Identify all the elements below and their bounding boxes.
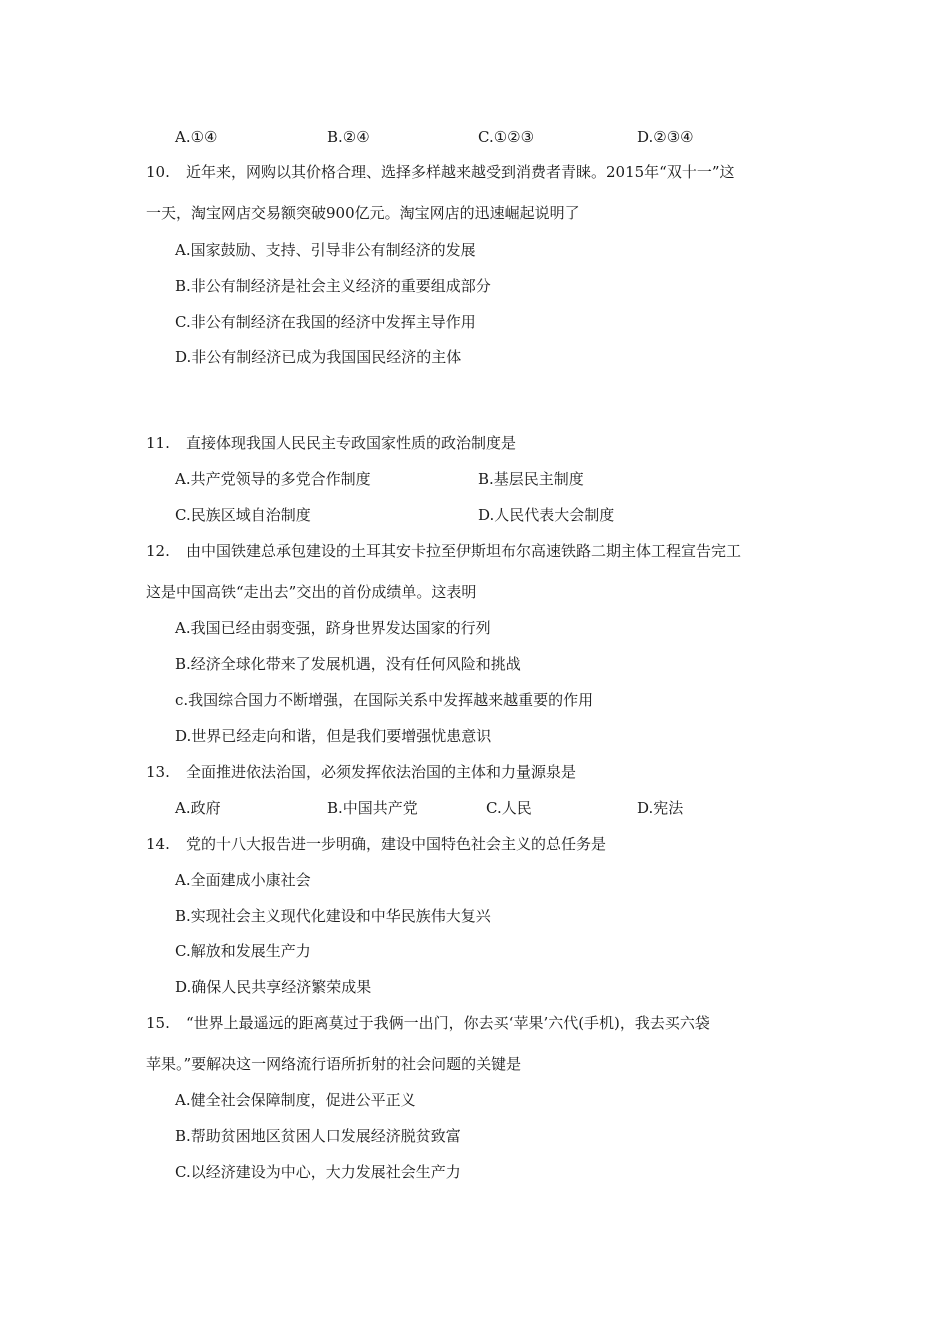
option-b: B.基层民主制度 xyxy=(478,470,584,488)
question-number: 11. xyxy=(146,434,170,452)
option-c: C.①②③ xyxy=(478,128,535,146)
question-number: 15. xyxy=(146,1014,170,1032)
question-stem-continued: 苹果。”要解决这一网络流行语所折射的社会问题的关键是 xyxy=(146,1055,522,1073)
question-stem-text: 党的十八大报告进一步明确，建设中国特色社会主义的总任务是 xyxy=(186,835,607,853)
option-c: C.解放和发展生产力 xyxy=(175,942,311,960)
option-d: D.世界已经走向和谐，但是我们要增强忧患意识 xyxy=(175,727,492,745)
question-stem-text: 近年来，网购以其价格合理、选择多样越来越受到消费者青睐。2015年“双十一”这 xyxy=(186,163,735,181)
option-d: D.宪法 xyxy=(637,799,684,817)
option-a: A.健全社会保障制度，促进公平正义 xyxy=(175,1091,416,1109)
option-b: B.②④ xyxy=(327,128,370,146)
question-stem-continued: 一天，淘宝网店交易额突破900亿元。淘宝网店的迅速崛起说明了 xyxy=(146,204,580,222)
option-b: B.经济全球化带来了发展机遇，没有任何风险和挑战 xyxy=(175,655,521,673)
question-stem xyxy=(146,433,516,453)
question-number: 14. xyxy=(146,835,170,853)
question-stem xyxy=(146,834,606,854)
option-a: A.政府 xyxy=(175,799,221,817)
question-number: 13. xyxy=(146,763,170,781)
question-stem-text: 全面推进依法治国，必须发挥依法治国的主体和力量源泉是 xyxy=(186,763,577,781)
option-d: D.人民代表大会制度 xyxy=(478,506,615,524)
option-a: A.我国已经由弱变强，跻身世界发达国家的行列 xyxy=(175,619,491,637)
option-c: c.我国综合国力不断增强，在国际关系中发挥越来越重要的作用 xyxy=(175,691,594,709)
option-c: C.非公有制经济在我国的经济中发挥主导作用 xyxy=(175,313,476,331)
question-stem xyxy=(146,162,735,182)
option-b: B.中国共产党 xyxy=(327,799,418,817)
question-stem-text: “世界上最遥远的距离莫过于我俩一出门，你去买‘苹果’六代(手机)，我去买六袋 xyxy=(186,1014,710,1032)
option-a: A.共产党领导的多党合作制度 xyxy=(175,470,371,488)
option-c: C.民族区域自治制度 xyxy=(175,506,311,524)
option-d: D.非公有制经济已成为我国国民经济的主体 xyxy=(175,348,462,366)
question-stem-text: 由中国铁建总承包建设的土耳其安卡拉至伊斯坦布尔高速铁路二期主体工程宣告完工 xyxy=(186,542,742,560)
question-stem-text: 直接体现我国人民民主专政国家性质的政治制度是 xyxy=(186,434,517,452)
option-c: C.以经济建设为中心，大力发展社会生产力 xyxy=(175,1163,461,1181)
option-b: B.实现社会主义现代化建设和中华民族伟大复兴 xyxy=(175,907,491,925)
option-d: D.确保人民共享经济繁荣成果 xyxy=(175,978,372,996)
option-d: D.②③④ xyxy=(637,128,694,146)
question-stem xyxy=(146,1013,710,1033)
option-a: A.全面建成小康社会 xyxy=(175,871,311,889)
question-stem-continued: 这是中国高铁“走出去”交出的首份成绩单。这表明 xyxy=(146,583,477,601)
question-stem xyxy=(146,541,741,561)
option-b: B.帮助贫困地区贫困人口发展经济脱贫致富 xyxy=(175,1127,461,1145)
option-a: A.①④ xyxy=(175,128,218,146)
question-number: 12. xyxy=(146,542,170,560)
question-stem xyxy=(146,762,576,782)
option-b: B.非公有制经济是社会主义经济的重要组成部分 xyxy=(175,277,491,295)
option-c: C.人民 xyxy=(486,799,532,817)
question-number: 10. xyxy=(146,163,170,181)
option-a: A.国家鼓励、支持、引导非公有制经济的发展 xyxy=(175,241,476,259)
